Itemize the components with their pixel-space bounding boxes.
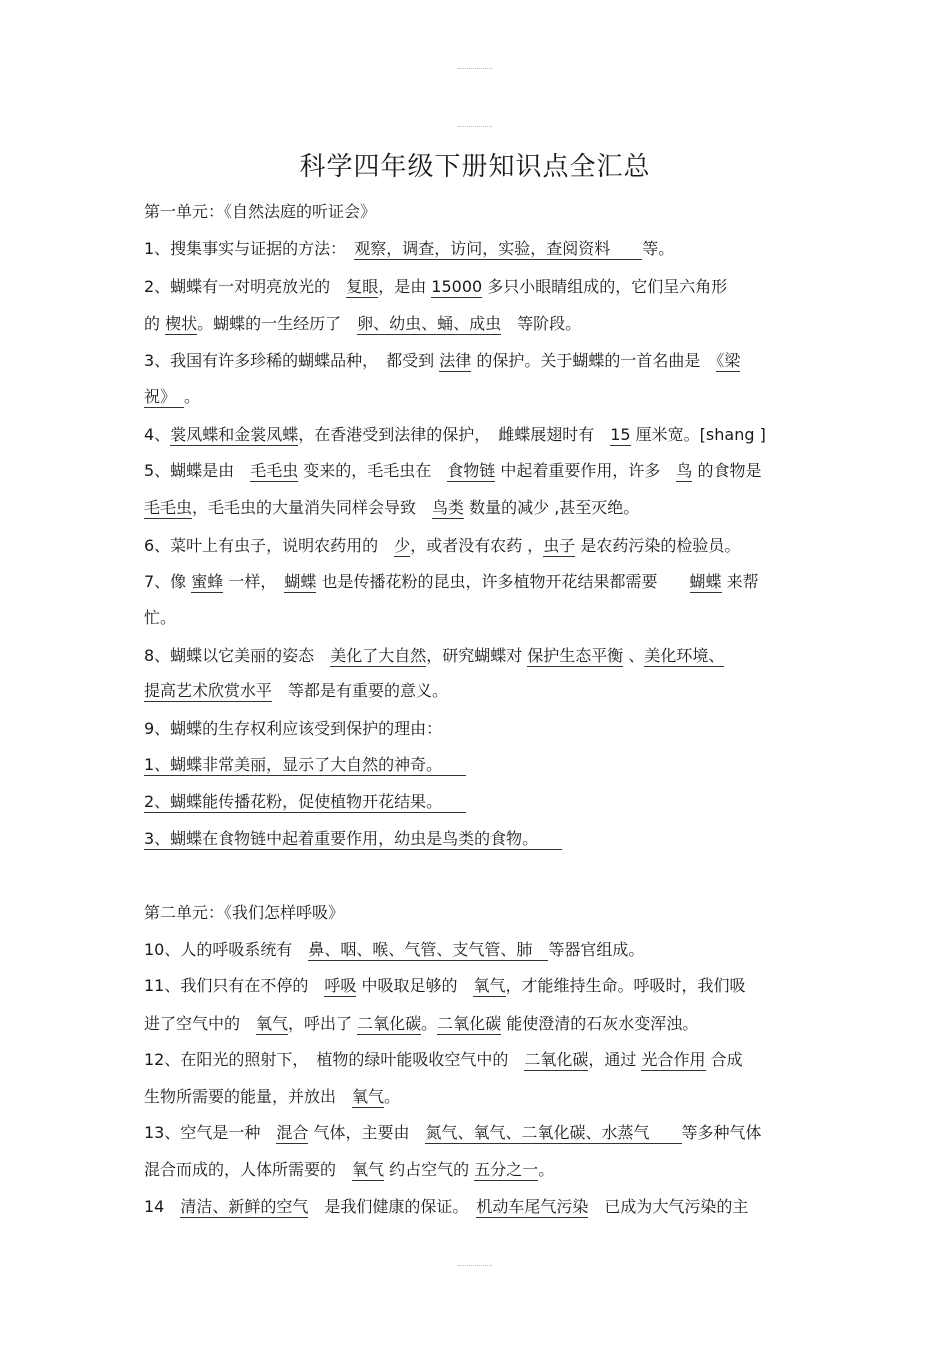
text-segment: ，才能维持生命。呼吸时，我们吸 bbox=[505, 976, 746, 995]
answer-blank: 混合 bbox=[276, 1123, 309, 1142]
answer-blank: 祝》 bbox=[144, 387, 185, 406]
page-top-marker-2 bbox=[458, 126, 492, 128]
answer-blank: 机动车尾气污染 bbox=[476, 1197, 589, 1216]
text-segment: 12、在阳光的照射下， 植物的绿叶能吸收空气中的 bbox=[144, 1050, 525, 1069]
answer-blank: 五分之一 bbox=[474, 1160, 539, 1179]
text-segment: 等器官组成。 bbox=[548, 940, 645, 959]
unit-2-line bbox=[144, 1084, 400, 1110]
text-segment: 7、像 bbox=[144, 572, 192, 591]
text-segment: 11、我们只有在不停的 bbox=[144, 976, 325, 995]
answer-blank: 氧气 bbox=[352, 1160, 385, 1179]
unit-1-line bbox=[144, 274, 727, 300]
answer-blank: 鼻、咽、喉、气管、支气管、肺 bbox=[308, 940, 549, 959]
unit-1-line bbox=[144, 605, 176, 631]
unit-1-line bbox=[144, 643, 724, 669]
answer-blank: 二氧化碳 bbox=[524, 1050, 589, 1069]
answer-blank: 观察，调查，访问，实验，查阅资料 bbox=[354, 239, 643, 258]
text-segment: 变来的，毛毛虫在 bbox=[298, 461, 448, 480]
text-segment: 的食物是 bbox=[692, 461, 762, 480]
page-bottom-marker bbox=[458, 1265, 492, 1267]
text-segment: 。蝴蝶的一生经历了 bbox=[197, 314, 358, 333]
text-segment: 5、蝴蝶是由 bbox=[144, 461, 251, 480]
text-segment: 进了空气中的 bbox=[144, 1014, 257, 1033]
answer-blank: 蝴蝶 bbox=[284, 572, 317, 591]
text-segment: 已成为大气污染的主 bbox=[588, 1197, 749, 1216]
text-segment: 中吸取足够的 bbox=[356, 976, 474, 995]
answer-blank: 15000 bbox=[431, 277, 483, 296]
unit-2-line bbox=[144, 1011, 698, 1037]
answer-blank: 蝴蝶 bbox=[689, 572, 722, 591]
answer-blank: 15 bbox=[610, 425, 631, 444]
answer-blank: 氧气 bbox=[256, 1014, 289, 1033]
answer-blank: 法律 bbox=[439, 351, 472, 370]
text-segment: 3、我国有许多珍稀的蝴蝶品种， 都受到 bbox=[144, 351, 440, 370]
unit-2-line bbox=[144, 1120, 762, 1146]
unit-2-line bbox=[144, 937, 644, 963]
answer-blank: 光合作用 bbox=[641, 1050, 706, 1069]
text-segment: 的保护。关于蝴蝶的一首名曲是 bbox=[471, 351, 717, 370]
answer-blank: 裳凤蝶和金裳凤蝶 bbox=[170, 425, 299, 444]
unit-1-line bbox=[144, 678, 448, 704]
answer-blank: 鸟类 bbox=[432, 498, 465, 517]
answer-blank: 食物链 bbox=[447, 461, 496, 480]
answer-blank: 呼吸 bbox=[324, 976, 357, 995]
text-segment: 。 bbox=[421, 1014, 438, 1033]
text-segment: 等阶段。 bbox=[501, 314, 582, 333]
text-segment: 4、 bbox=[144, 425, 171, 444]
answer-blank: 清洁、新鲜的空气 bbox=[180, 1197, 309, 1216]
text-segment: 厘米宽。[shang ] bbox=[630, 425, 766, 444]
text-segment: ，或者没有农药 ， bbox=[410, 536, 544, 555]
answer-blank: 卵、幼虫、蛹、成虫 bbox=[357, 314, 502, 333]
answer-blank: 毛毛虫 bbox=[144, 498, 193, 517]
text-segment: 。 bbox=[538, 1160, 555, 1179]
text-segment: 也是传播花粉的昆虫，许多植物开花结果都需要 bbox=[316, 572, 690, 591]
text-segment: 一样， bbox=[223, 572, 285, 591]
answer-blank: 二氧化碳 bbox=[357, 1014, 422, 1033]
text-segment: ，通过 bbox=[588, 1050, 642, 1069]
text-segment: 10、人的呼吸系统有 bbox=[144, 940, 309, 959]
text-segment: 数量的减少 ,甚至灭绝。 bbox=[464, 498, 640, 517]
text-segment: 忙。 bbox=[144, 608, 177, 627]
text-segment: 、 bbox=[623, 646, 645, 665]
unit-1-line bbox=[144, 533, 740, 559]
text-segment: 等都是有重要的意义。 bbox=[272, 681, 449, 700]
unit-1-line bbox=[144, 384, 200, 410]
unit-1-line bbox=[144, 826, 562, 852]
unit-1-line bbox=[144, 752, 466, 778]
text-segment: 的 bbox=[144, 314, 166, 333]
answer-blank: 3、蝴蝶在食物链中起着重要作用，幼虫是鸟类的食物。 bbox=[144, 829, 563, 848]
text-segment: ，研究蝴蝶对 bbox=[426, 646, 528, 665]
text-segment: 6、菜叶上有虫子，说明农药用的 bbox=[144, 536, 395, 555]
unit-2-line bbox=[144, 1194, 748, 1220]
text-segment: ，是由 bbox=[378, 277, 432, 296]
answer-blank: 二氧化碳 bbox=[437, 1014, 502, 1033]
answer-blank: 蜜蜂 bbox=[191, 572, 224, 591]
document-title: 科学四年级下册知识点全汇总 bbox=[299, 152, 651, 182]
text-segment: 约占空气的 bbox=[384, 1160, 475, 1179]
answer-blank: 美化环境、 bbox=[644, 646, 725, 665]
text-segment: 1、搜集事实与证据的方法： bbox=[144, 239, 355, 258]
text-segment: 来帮 bbox=[721, 572, 759, 591]
answer-blank: 氧气 bbox=[352, 1087, 385, 1106]
text-segment: 生物所需要的能量，并放出 bbox=[144, 1087, 353, 1106]
answer-blank: 鸟 bbox=[676, 461, 693, 480]
text-segment: 气体，主要由 bbox=[308, 1123, 426, 1142]
page-top-marker bbox=[458, 68, 492, 70]
answer-blank: 少 bbox=[394, 536, 411, 555]
answer-blank: 氧气 bbox=[473, 976, 506, 995]
unit-1-line bbox=[144, 495, 639, 521]
text-segment: 多只小眼睛组成的，它们呈六角形 bbox=[482, 277, 728, 296]
answer-blank: 虫子 bbox=[543, 536, 576, 555]
unit-1-line bbox=[144, 236, 674, 262]
answer-blank: 复眼 bbox=[346, 277, 379, 296]
unit-1-heading: 第一单元：《自然法庭的听证会》 bbox=[144, 202, 377, 221]
unit-2-heading: 第二单元：《我们怎样呼吸》 bbox=[144, 903, 345, 922]
unit-1-line bbox=[144, 348, 740, 374]
answer-blank: 楔状 bbox=[165, 314, 198, 333]
answer-blank: 1、蝴蝶非常美丽，显示了大自然的神奇。 bbox=[144, 755, 467, 774]
text-segment: ，呼出了 bbox=[288, 1014, 358, 1033]
unit-1-line bbox=[144, 789, 466, 815]
text-segment: 等。 bbox=[642, 239, 675, 258]
text-segment: 9、蝴蝶的生存权利应该受到保护的理由： bbox=[144, 719, 443, 738]
text-segment: 等多种气体 bbox=[681, 1123, 762, 1142]
unit-1-line bbox=[144, 422, 766, 448]
unit-1-line bbox=[144, 311, 581, 337]
unit-2-line bbox=[144, 1047, 743, 1073]
text-segment: 是我们健康的保证。 bbox=[308, 1197, 477, 1216]
text-segment: 能使澄清的石灰水变浑浊。 bbox=[501, 1014, 699, 1033]
text-segment: ，毛毛虫的大量消失同样会导致 bbox=[192, 498, 433, 517]
unit-2-line bbox=[144, 1157, 554, 1183]
answer-blank: 氮气、氧气、二氧化碳、水蒸气 bbox=[425, 1123, 682, 1142]
text-segment: 8、蝴蝶以它美丽的姿态 bbox=[144, 646, 331, 665]
answer-blank: 美化了大自然 bbox=[330, 646, 427, 665]
answer-blank: 毛毛虫 bbox=[250, 461, 299, 480]
unit-1-line bbox=[144, 458, 762, 484]
text-segment: 。 bbox=[384, 1087, 401, 1106]
text-segment: 中起着重要作用，许多 bbox=[495, 461, 677, 480]
text-segment: 13、空气是一种 bbox=[144, 1123, 277, 1142]
text-segment: ，在香港受到法律的保护， 雌蝶展翅时有 bbox=[298, 425, 611, 444]
unit-1-line bbox=[144, 569, 759, 595]
answer-blank: 《梁 bbox=[716, 351, 741, 370]
unit-2-line bbox=[144, 973, 746, 999]
answer-blank: 保护生态平衡 bbox=[527, 646, 624, 665]
text-segment: 是农药污染的检验员。 bbox=[575, 536, 741, 555]
text-segment: 混合而成的，人体所需要的 bbox=[144, 1160, 353, 1179]
text-segment: 合成 bbox=[705, 1050, 743, 1069]
text-segment: 2、蝴蝶有一对明亮放光的 bbox=[144, 277, 347, 296]
answer-blank: 2、蝴蝶能传播花粉，促使植物开花结果。 bbox=[144, 792, 467, 811]
unit-1-line bbox=[144, 716, 442, 742]
text-segment: 。 bbox=[184, 387, 201, 406]
answer-blank: 提高艺术欣赏水平 bbox=[144, 681, 273, 700]
text-segment: 14 bbox=[144, 1197, 181, 1216]
